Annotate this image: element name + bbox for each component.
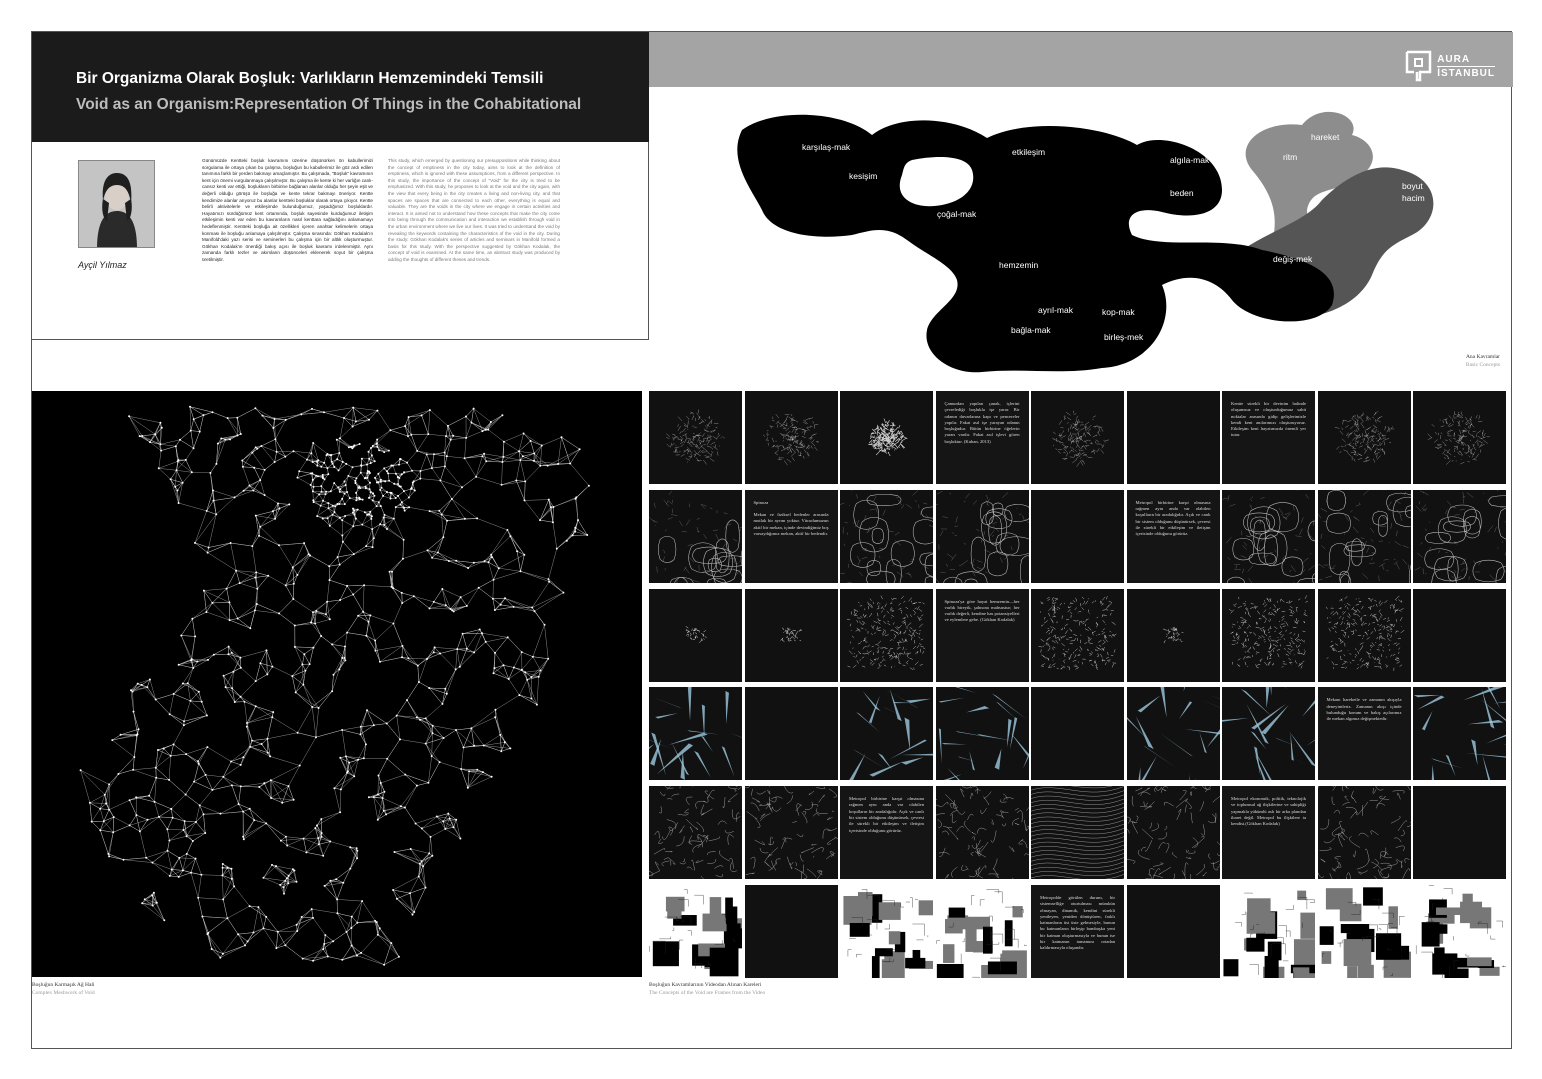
concept-cogalmak: çoğal-mak bbox=[937, 209, 977, 219]
header-gray-bar bbox=[649, 32, 1513, 87]
meshwork-caption-tr: Boşluğun Karmaşık Ağ Hali bbox=[32, 982, 95, 988]
frame-image-shards bbox=[1127, 687, 1220, 780]
frames-caption bbox=[649, 981, 765, 997]
frame-text-card bbox=[1222, 786, 1315, 879]
frame-blank bbox=[1127, 391, 1220, 484]
frame-quote: Metropol ekonomik, politik, teknolojik ve toplumsal ağ ilişkilerine ve sahipliği yapmakla yükümlü aslı bir arka plandan ibaret değil. Metropol bu ilişkilere ta kendisi.(Gökhan Kodalak) bbox=[1231, 796, 1306, 827]
frame-text-card bbox=[1318, 687, 1411, 780]
concept-degismek: değiş-mek bbox=[1273, 254, 1313, 264]
frame-image-blocks bbox=[1413, 885, 1506, 978]
frame-image-branch bbox=[1031, 589, 1124, 682]
frame-text-card bbox=[745, 490, 838, 583]
concepts-caption-en: Basic Concepts bbox=[1465, 362, 1500, 368]
concepts-caption-tr: Ana Kavramlar bbox=[1465, 354, 1500, 360]
concept-beden: beden bbox=[1170, 188, 1194, 198]
frames-caption-tr: Boşluğun Kavramlarının Videodan Alınan Kareleri bbox=[649, 982, 762, 988]
frame-quote: Metropol birbirine karşıt olmasına rağmen aynı anda var olabilen koşulların bir aradalığıdır. Açık ve canlı bir sistem olduğunu düşünürsek, çevresi ile sürekli bir etkileşim ve iletişim içerisinde olduğunu görürüz. bbox=[849, 796, 924, 833]
frame-image-blocks bbox=[1318, 885, 1411, 978]
concept-hemzemin: hemzemin bbox=[999, 260, 1039, 270]
frame-image-speck bbox=[649, 589, 742, 682]
logo-line-istanbul: İSTANBUL bbox=[1437, 67, 1495, 79]
frame-text-card bbox=[1127, 490, 1220, 583]
frame-image-fibers bbox=[1318, 786, 1411, 879]
title-bar bbox=[32, 32, 649, 142]
frame-blank bbox=[1127, 885, 1220, 978]
frame-text-card bbox=[936, 391, 1029, 484]
concept-birlesmek: birleş-mek bbox=[1104, 332, 1144, 342]
frame-image-cells bbox=[1222, 490, 1315, 583]
frame-image-cloudw bbox=[840, 391, 933, 484]
concept-map bbox=[722, 100, 1502, 375]
abstract-turkish: Günümüzde Kentteki boşluk kavramını üzerine düşünürken ön kabullerimizi sorgulama ile ortaya çıkan bu çalışma, boşluğun bu kabullerimiz ile göz ardı edilen tanımına farklı bir yerden bakmayı amaçlamıştır. Bu çalışmada, "Boşluk" kavramının kent için önemi vurgulanmaya çalışılmıştır. Bu çalışma ile kente ki her varlığın canlı-cansız kenti var ettiği, boşlukların birbirine bağlanan alanlar olduğu her şeyin eşit ve değerli olduğu görüşü ile boşluğa ve kente tekrar bakmayı öneriyor. Kentte kendimize alanlar arıyoruz bu alanlar kentteki boşluklar olarak ortaya çıkıyor. Kentte belirli aktivitelerle ve etkileşimde bulunduğumuz, yaşadığımız boşluklardır. Hayatımızı sürdüğümüz kent ortamında, boşluk sayesinde kurduğumuz iletişim etkileşimin kenti var eden bu kavramların nasıl kenttara sağladığını anlamamayı hedeflenmiştir. Kentteki boşluğa ait özellikleri içeren anahtar kelimelerin ortaya konması ile boşluğu anlamaya çalışılmıştır. Çalışma sırasında: Gökhan Kodalak'ın Manifold'daki yazı serisi ve seminerleri bu çalışma için bir altlık oluşturmuştur. Gökhan Kodalak'ın önerdiği bakış açısı ile boşluk kavramı irdelenmiştir. Aynı zamanda farklı tezler ve akımların düşünceleri eklenerek soyut bir çalışma üretilmiştir. bbox=[202, 158, 373, 262]
frame-image-cells bbox=[1413, 490, 1506, 583]
frame-image-cloud bbox=[1318, 391, 1411, 484]
logo-line-aura: AURA bbox=[1437, 54, 1495, 67]
frame-image-speck bbox=[1127, 589, 1220, 682]
frame-image-cells bbox=[936, 490, 1029, 583]
aura-istanbul-logo bbox=[1405, 50, 1495, 82]
meshwork-caption-en: Complex Meshwork of Void bbox=[32, 990, 95, 996]
frame-quote: Metropol birbirine karşıt olmasına rağmen aynı anda var olabilen koşulların bir aradalığıdır. Açık ve canlı bir sistem olduğunu düşünürsek, çevresi ile sürekli bir etkileşim ve iletişim içerisinde olduğunu görürüz. bbox=[1135, 499, 1211, 537]
frame-text-card bbox=[840, 786, 933, 879]
frame-image-branch bbox=[1318, 589, 1411, 682]
frame-quote: Metropolde görülen durum, bir sistemselliğe oturtulması mümkün olmayan, dinamik, kendini sürekli yenileyen, yeniden dönüştüren, farklı katmanların üst üste gelmesiyle, bunun bu katmanların birleşip bambaşka yeni bir katman oluşturmasıyla ve bunun ise bir katmanın tamamını ortadan kaldırmasıyla oluşandır. bbox=[1040, 894, 1115, 951]
concept-kopmak: kop-mak bbox=[1102, 307, 1135, 317]
frame-blank bbox=[745, 687, 838, 780]
frame-image-cells bbox=[840, 490, 933, 583]
frame-image-blocks bbox=[936, 885, 1029, 978]
frame-text-card bbox=[936, 589, 1029, 682]
frame-image-shards bbox=[936, 687, 1029, 780]
frame-text-card bbox=[1031, 885, 1124, 978]
frame-image-blocks bbox=[1222, 885, 1315, 978]
frame-image-fibers bbox=[649, 786, 742, 879]
title-turkish: Bir Organizma Olarak Boşluk: Varlıkların Hemzemindeki Temsili bbox=[76, 70, 544, 87]
video-frames-grid bbox=[649, 391, 1504, 979]
frame-image-shards bbox=[649, 687, 742, 780]
frame-blank bbox=[1413, 786, 1506, 879]
concept-hacim: hacim bbox=[1402, 193, 1425, 203]
concept-hareket: hareket bbox=[1311, 132, 1340, 142]
frame-quote: Spinoza bbox=[753, 499, 769, 505]
frame-image-branch bbox=[1222, 589, 1315, 682]
frame-quote: Kentte sürekli bir devinim halinde oluşumsuz ve oluşturduğumuz sabit noktalar arasında gidip gelişlerimizle kendi kent anılarımızı oluşturuyoruz. Etkileşim kent hayatımızda önemli yer tutar. bbox=[1231, 401, 1306, 438]
frame-image-branch bbox=[840, 589, 933, 682]
frame-blank bbox=[1413, 589, 1506, 682]
abstract-english: This study, which emerged by questioning our presuppositions while thinking about the concept of emptiness in the city today, aims to look at the definition of emptiness, which is ignored with these assumptions, from a different perspective. In this study, the importance of the concept of "Void" for the city is tried to be emphasized. With this study, he proposes to look at the void and the city again, with the view that every being in the city creates a living and non-living city, and that spaces are spaces that are connected to each other, everything is equal and valuable. They are the voids in the city where we engage in certain activities and interact. It is aimed not to understand how these concepts that make the city come into being through the communication and interaction we establish through void in the urban environment where we live our lives. It was tried to understand the void by revealing the keywords containing the characteristics of the void in the city. During the study: Gökhan Kodalak's series of articles and seminars in Manifold formed a basis for this study. With the perspective suggested by Gökhan Kodalak, the concept of void is examined. At the same time, an abstract study was produced by adding the thoughts of different theses and trends. bbox=[388, 158, 560, 262]
frame-blank bbox=[745, 885, 838, 978]
concepts-caption bbox=[1466, 353, 1500, 369]
frame-image-cloud bbox=[1413, 391, 1506, 484]
frame-image-cloud bbox=[745, 391, 838, 484]
frame-image-cells bbox=[649, 490, 742, 583]
frame-blank bbox=[1031, 490, 1124, 583]
concept-baglamak: bağla-mak bbox=[1011, 325, 1051, 335]
meshwork-image bbox=[32, 391, 642, 977]
concept-ayrilmak: ayrıl-mak bbox=[1038, 305, 1073, 315]
frame-image-fibers bbox=[1127, 786, 1220, 879]
author-info-box bbox=[32, 142, 649, 340]
frame-quote: Spinoza'ya göre hayat hemzemin—her varlık bireyik, şahısına mahsustur; her varlık değerli, kendine has potansiyelleri ve eylemlere gebe. (Gökhan Kodalak) bbox=[944, 598, 1020, 623]
concept-etkilesim: etkileşim bbox=[1012, 147, 1046, 157]
frame-image-blocks bbox=[840, 885, 933, 978]
poster bbox=[31, 31, 1512, 1049]
frames-caption-en: The Concepts of the Void are Frames from the Video bbox=[649, 990, 766, 996]
frame-image-cloud bbox=[1031, 391, 1124, 484]
concept-karsilasmak: karşılaş-mak bbox=[802, 142, 851, 152]
frame-image-shards bbox=[1413, 687, 1506, 780]
concept-algilamak: algıla-mak bbox=[1170, 155, 1210, 165]
frame-image-fibers bbox=[745, 786, 838, 879]
frame-quote: Mekanı hareketle ve zamanın akışıyla deneyimleriz. Zamanın akışı içinde bulunduğu konum ve bakış açılarımız ile mekan algımız değişmektedir. bbox=[1326, 697, 1402, 722]
concept-ritm: ritm bbox=[1283, 152, 1298, 162]
frame-image-cloud bbox=[649, 391, 742, 484]
frame-quote: Mekan ve fiziksel bedenler arasında mutlak bir ayrım yoktur. Vücudumuzun aktif bir mekan, içinde devindiğimiz boş varsaydığımız mekan, aktif bir bedendir. bbox=[753, 512, 829, 536]
author-name: Ayçil Yılmaz bbox=[78, 260, 127, 270]
title-english: Void as an Organism:Representation Of Things in the Cohabitational bbox=[76, 96, 582, 113]
frame-image-shards bbox=[1222, 687, 1315, 780]
frame-image-fibers bbox=[936, 786, 1029, 879]
meshwork-caption bbox=[32, 981, 95, 997]
frame-quote: Çamurdan yapılan çanak, içlerini çevrelediği boşlukla işe yarar. Bir odanın duvarlarına kapı ve pencereler yapılır. Fakat asıl işe yarayan odanın boşluğudur. Bütün birbirine öğelerin yararı vardır. Fakat asıl işlevi gören boşluktur. (Kuban, 2013) bbox=[944, 401, 1020, 444]
author-portrait bbox=[78, 160, 155, 248]
concept-boyut: boyut bbox=[1402, 181, 1423, 191]
frame-image-blocks bbox=[649, 885, 742, 978]
frame-image-speck bbox=[745, 589, 838, 682]
frame-text-card bbox=[1222, 391, 1315, 484]
frame-image-waves bbox=[1031, 786, 1124, 879]
frame-blank bbox=[1031, 687, 1124, 780]
aura-logo-icon bbox=[1405, 50, 1432, 82]
frame-image-shards bbox=[840, 687, 933, 780]
concept-kesisim: kesişim bbox=[849, 171, 878, 181]
frame-image-cells bbox=[1318, 490, 1411, 583]
